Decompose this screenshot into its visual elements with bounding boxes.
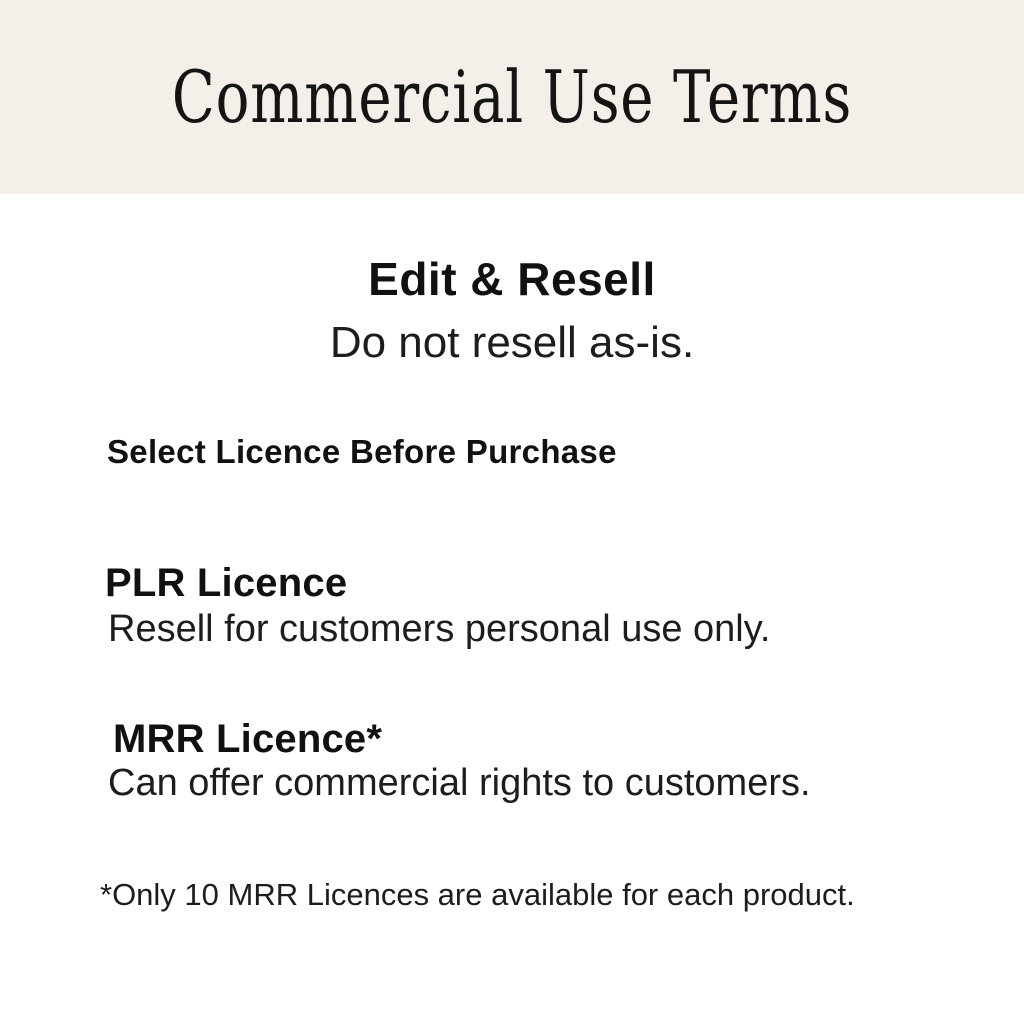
mrr-licence-description: Can offer commercial rights to customers. [108,762,811,804]
select-licence-instruction: Select Licence Before Purchase [107,433,617,470]
plr-licence-description: Resell for customers personal use only. [108,608,771,650]
mrr-licence-name: MRR Licence* [113,717,383,761]
do-not-resell-subheading: Do not resell as-is. [329,318,695,367]
page-title: Commercial Use Terms [171,55,853,139]
mrr-availability-footnote: *Only 10 MRR Licences are available for each product. [100,877,855,912]
header-band [0,0,1024,194]
edit-resell-heading: Edit & Resell [368,253,656,305]
plr-licence-name: PLR Licence [105,561,348,605]
